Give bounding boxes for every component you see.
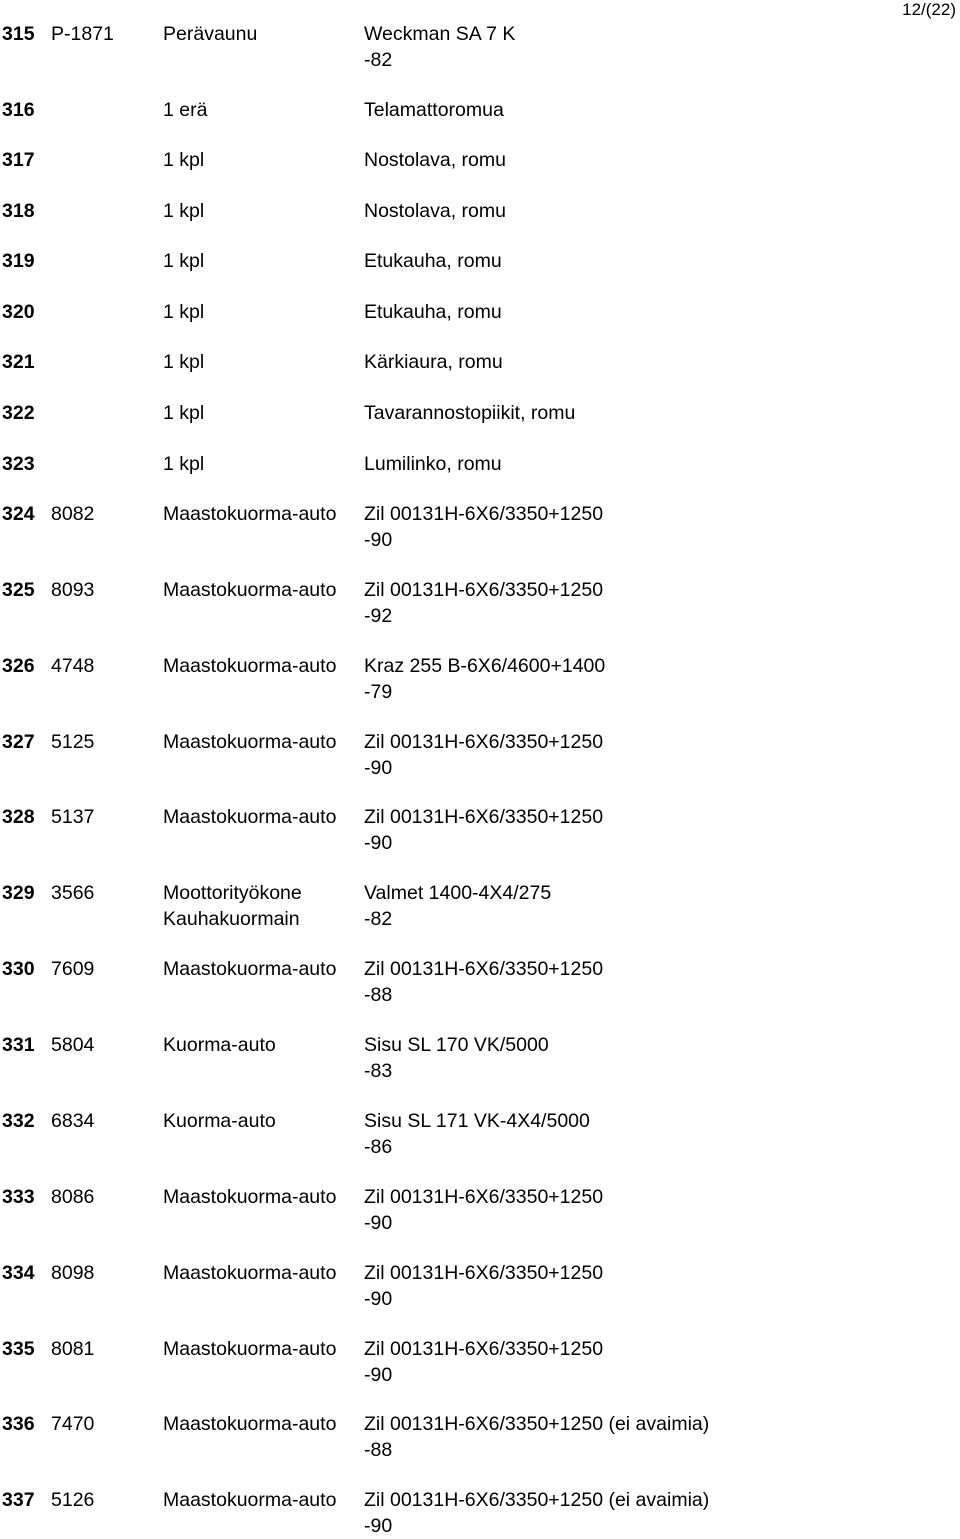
item-description-line: -92 [364, 604, 603, 630]
item-number: 324 [2, 502, 35, 528]
item-description [364, 1261, 603, 1312]
item-type [163, 578, 336, 604]
item-type [163, 1412, 336, 1438]
item-type-line: 1 kpl [163, 148, 204, 174]
item-description [364, 22, 515, 73]
item-number: 330 [2, 957, 35, 983]
item-description-line: Zil 00131H-6X6/3350+1250 [364, 578, 603, 604]
item-type [163, 148, 204, 174]
item-description-line: Nostolava, romu [364, 148, 506, 174]
item-type [163, 502, 336, 528]
item-type-line: Maastokuorma-auto [163, 1337, 336, 1363]
item-description-line: Zil 00131H-6X6/3350+1250 [364, 957, 603, 983]
item-description [364, 805, 603, 856]
item-description-line: Nostolava, romu [364, 199, 506, 225]
item-type-line: Maastokuorma-auto [163, 654, 336, 680]
item-description-line: Zil 00131H-6X6/3350+1250 [364, 1261, 603, 1287]
item-type [163, 22, 257, 48]
item-description-line: -90 [364, 528, 603, 554]
item-number: 315 [2, 22, 35, 48]
item-id: 7609 [51, 957, 94, 983]
item-type-line: Maastokuorma-auto [163, 957, 336, 983]
item-id: 8082 [51, 502, 94, 528]
item-type-line: Moottorityökone [163, 881, 302, 907]
item-description [364, 502, 603, 553]
item-type-line: Maastokuorma-auto [163, 502, 336, 528]
item-number: 336 [2, 1412, 35, 1438]
item-number: 317 [2, 148, 35, 174]
item-description [364, 881, 551, 932]
item-description-line: Zil 00131H-6X6/3350+1250 [364, 805, 603, 831]
item-id: 8086 [51, 1185, 94, 1211]
item-id: P-1871 [51, 22, 114, 48]
item-description [364, 199, 506, 225]
item-type [163, 1488, 336, 1514]
item-type-line: 1 kpl [163, 249, 204, 275]
item-description-line: -90 [364, 831, 603, 857]
item-description [364, 452, 502, 478]
item-description [364, 957, 603, 1008]
item-description-line: Weckman SA 7 K [364, 22, 515, 48]
item-number: 319 [2, 249, 35, 275]
item-type-line: Maastokuorma-auto [163, 578, 336, 604]
item-number: 335 [2, 1337, 35, 1363]
item-description-line: Zil 00131H-6X6/3350+1250 [364, 502, 603, 528]
item-description-line: -90 [364, 1363, 603, 1389]
item-type-line: 1 kpl [163, 300, 204, 326]
item-type-line: 1 kpl [163, 401, 204, 427]
item-id: 8093 [51, 578, 94, 604]
item-description-line: Zil 00131H-6X6/3350+1250 [364, 1185, 603, 1211]
item-id: 5137 [51, 805, 94, 831]
item-type [163, 957, 336, 983]
item-description [364, 1488, 709, 1539]
item-type [163, 401, 204, 427]
item-type [163, 1109, 276, 1135]
item-type [163, 805, 336, 831]
item-type-line: Maastokuorma-auto [163, 730, 336, 756]
item-description [364, 1109, 590, 1160]
item-type [163, 199, 204, 225]
item-id: 5125 [51, 730, 94, 756]
item-type-line: 1 kpl [163, 452, 204, 478]
item-description-line: -88 [364, 1438, 709, 1464]
item-description-line: -83 [364, 1059, 549, 1085]
item-type [163, 300, 204, 326]
item-description [364, 1412, 709, 1463]
item-number: 321 [2, 350, 35, 376]
item-number: 329 [2, 881, 35, 907]
item-description [364, 654, 605, 705]
item-type [163, 1185, 336, 1211]
item-description [364, 1185, 603, 1236]
item-number: 316 [2, 98, 35, 124]
item-type-line: 1 kpl [163, 350, 204, 376]
item-number: 334 [2, 1261, 35, 1287]
item-description-line: Etukauha, romu [364, 249, 502, 275]
item-description-line: Sisu SL 170 VK/5000 [364, 1033, 549, 1059]
item-description-line: Kraz 255 B-6X6/4600+1400 [364, 654, 605, 680]
item-number: 331 [2, 1033, 35, 1059]
item-description-line: -90 [364, 1211, 603, 1237]
item-type-line: 1 erä [163, 98, 207, 124]
item-number: 320 [2, 300, 35, 326]
item-description-line: -79 [364, 680, 605, 706]
item-description-line: Tavarannostopiikit, romu [364, 401, 575, 427]
item-type [163, 98, 207, 124]
item-id: 5804 [51, 1033, 94, 1059]
item-description-line: Zil 00131H-6X6/3350+1250 (ei avaimia) [364, 1412, 709, 1438]
item-type-line: Kuorma-auto [163, 1109, 276, 1135]
item-description-line: Telamattoromua [364, 98, 504, 124]
item-number: 323 [2, 452, 35, 478]
item-id: 8081 [51, 1337, 94, 1363]
page-number: 12/(22) [902, 0, 956, 20]
item-number: 332 [2, 1109, 35, 1135]
item-description [364, 98, 504, 124]
item-type [163, 1033, 276, 1059]
item-number: 318 [2, 199, 35, 225]
item-description [364, 401, 575, 427]
item-number: 325 [2, 578, 35, 604]
item-description [364, 350, 503, 376]
item-number: 328 [2, 805, 35, 831]
item-description [364, 300, 502, 326]
item-description-line: Zil 00131H-6X6/3350+1250 [364, 1337, 603, 1363]
item-type [163, 881, 302, 932]
item-type [163, 1261, 336, 1287]
item-type-line: Maastokuorma-auto [163, 1185, 336, 1211]
item-type-line: Maastokuorma-auto [163, 1412, 336, 1438]
item-description-line: Lumilinko, romu [364, 452, 502, 478]
item-number: 337 [2, 1488, 35, 1514]
item-description-line: Valmet 1400-4X4/275 [364, 881, 551, 907]
item-id: 6834 [51, 1109, 94, 1135]
item-id: 7470 [51, 1412, 94, 1438]
item-type [163, 249, 204, 275]
item-description-line: -82 [364, 907, 551, 933]
item-type [163, 654, 336, 680]
item-description-line: -82 [364, 48, 515, 74]
item-number: 326 [2, 654, 35, 680]
item-description-line: Zil 00131H-6X6/3350+1250 (ei avaimia) [364, 1488, 709, 1514]
item-description-line: -88 [364, 983, 603, 1009]
item-type [163, 350, 204, 376]
item-type-line: 1 kpl [163, 199, 204, 225]
item-description [364, 148, 506, 174]
item-type [163, 452, 204, 478]
item-id: 8098 [51, 1261, 94, 1287]
item-type-line: Maastokuorma-auto [163, 1488, 336, 1514]
item-type-line: Maastokuorma-auto [163, 1261, 336, 1287]
item-description [364, 249, 502, 275]
item-description-line: Etukauha, romu [364, 300, 502, 326]
item-type-line: Perävaunu [163, 22, 257, 48]
item-number: 327 [2, 730, 35, 756]
item-description-line: -86 [364, 1135, 590, 1161]
item-description-line: -90 [364, 1514, 709, 1539]
item-number: 322 [2, 401, 35, 427]
item-description [364, 1337, 603, 1388]
item-description-line: Sisu SL 171 VK-4X4/5000 [364, 1109, 590, 1135]
item-description-line: -90 [364, 756, 603, 782]
item-description [364, 578, 603, 629]
item-id: 4748 [51, 654, 94, 680]
item-type-line: Kuorma-auto [163, 1033, 276, 1059]
item-id: 5126 [51, 1488, 94, 1514]
item-description-line: Kärkiaura, romu [364, 350, 503, 376]
item-description [364, 1033, 549, 1084]
item-description-line: -90 [364, 1287, 603, 1313]
item-type [163, 730, 336, 756]
item-description [364, 730, 603, 781]
item-type-line: Maastokuorma-auto [163, 805, 336, 831]
item-number: 333 [2, 1185, 35, 1211]
item-type [163, 1337, 336, 1363]
item-id: 3566 [51, 881, 94, 907]
item-description-line: Zil 00131H-6X6/3350+1250 [364, 730, 603, 756]
item-type-line: Kauhakuormain [163, 907, 302, 933]
